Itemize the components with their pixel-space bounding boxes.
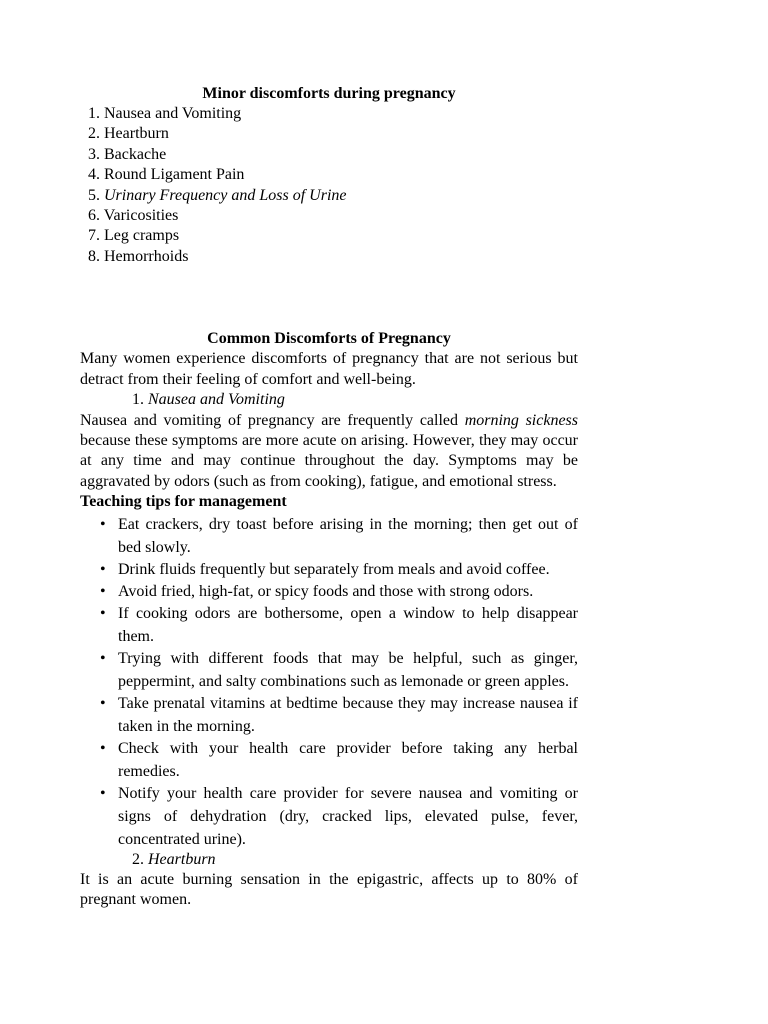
bullet-icon: • bbox=[100, 784, 106, 802]
list-item bbox=[80, 580, 578, 603]
tip-text: Take prenatal vitamins at bedtime because they may increase nausea if taken in the morning. bbox=[118, 694, 578, 735]
teaching-tips-list bbox=[80, 513, 578, 851]
item-number: 8. bbox=[88, 247, 100, 265]
tip-text: Eat crackers, dry toast before arising in the morning; then get out of bed slowly. bbox=[118, 515, 578, 556]
item-label: Leg cramps bbox=[104, 227, 180, 245]
common-discomforts-section bbox=[80, 329, 578, 911]
paragraph-text: because these symptoms are more acute on arising. However, they may occur at any time and may continue throughout the day. Symptoms may be aggravated by odors (such as from cooking), fatigue, and emotional stress. bbox=[80, 432, 578, 490]
item-number: 4. bbox=[88, 166, 100, 184]
list-item bbox=[88, 104, 347, 124]
item-label: Urinary Frequency and Loss of Urine bbox=[104, 186, 347, 204]
item-number: 1. bbox=[88, 105, 100, 122]
list-item bbox=[88, 206, 347, 226]
paragraph-text: Nausea and vomiting of pregnancy are frequently called bbox=[80, 411, 465, 429]
tip-text: Notify your health care provider for severe nausea and vomiting or signs of dehydration (dry, cracked lips, elevated pulse, fever, concentrated urine). bbox=[118, 784, 578, 848]
bullet-icon: • bbox=[100, 582, 106, 600]
item-number: 3. bbox=[88, 145, 100, 163]
item-label: Backache bbox=[104, 145, 167, 163]
list-item bbox=[80, 692, 578, 738]
list-item bbox=[80, 558, 578, 581]
subheading-label: Nausea and Vomiting bbox=[148, 391, 285, 409]
tip-text: Trying with different foods that may be helpful, such as ginger, peppermint, and salty combinations such as lemonade or green apples. bbox=[118, 649, 578, 690]
list-item bbox=[88, 124, 347, 144]
tip-text: If cooking odors are bothersome, open a window to help disappear them. bbox=[118, 604, 578, 645]
list-item bbox=[88, 186, 347, 206]
subheading-nausea bbox=[80, 390, 578, 410]
item-label: Hemorrhoids bbox=[104, 247, 189, 265]
tip-text: Drink fluids frequently but separately from meals and avoid coffee. bbox=[118, 560, 550, 578]
item-label: Heartburn bbox=[104, 125, 169, 143]
common-discomforts-title: Common Discomforts of Pregnancy bbox=[207, 330, 451, 347]
bullet-icon: • bbox=[100, 739, 106, 757]
subheading-number: 1. bbox=[132, 391, 144, 409]
item-label: Varicosities bbox=[103, 206, 179, 224]
item-number: 5. bbox=[88, 186, 100, 204]
list-item bbox=[80, 647, 578, 693]
item-number: 2. bbox=[88, 125, 100, 143]
item-number: 6. bbox=[88, 206, 100, 224]
emphasis-term: morning sickness bbox=[464, 411, 579, 429]
nausea-paragraph bbox=[80, 411, 578, 493]
subheading-label: Heartburn bbox=[148, 850, 216, 868]
list-item bbox=[80, 602, 578, 648]
bullet-icon: • bbox=[100, 694, 106, 712]
minor-discomforts-list bbox=[88, 104, 347, 267]
teaching-tips-heading: Teaching tips for management bbox=[80, 493, 287, 511]
list-item bbox=[80, 737, 578, 783]
list-item bbox=[80, 513, 578, 559]
intro-paragraph: Many women experience discomforts of pregnancy that are not serious but detract from their feeling of comfort and well-being. bbox=[80, 350, 578, 388]
minor-discomforts-title: Minor discomforts during pregnancy bbox=[202, 85, 456, 102]
heartburn-paragraph: It is an acute burning sensation in the epigastric, affects up to 80% of pregnant women. bbox=[80, 871, 578, 909]
tip-text: Avoid fried, high-fat, or spicy foods and those with strong odors. bbox=[118, 582, 534, 600]
list-item bbox=[88, 165, 347, 185]
list-item bbox=[88, 247, 347, 267]
bullet-icon: • bbox=[100, 604, 106, 622]
tip-text: Check with your health care provider before taking any herbal remedies. bbox=[118, 739, 578, 780]
bullet-icon: • bbox=[100, 515, 106, 533]
subheading-heartburn bbox=[80, 850, 578, 870]
item-label: Round Ligament Pain bbox=[104, 166, 245, 184]
list-item bbox=[88, 226, 347, 246]
list-item bbox=[88, 145, 347, 165]
list-item bbox=[80, 782, 578, 851]
item-label: Nausea and Vomiting bbox=[104, 105, 242, 122]
subheading-number: 2. bbox=[132, 850, 144, 868]
bullet-icon: • bbox=[100, 560, 106, 578]
item-number: 7. bbox=[88, 227, 100, 245]
bullet-icon: • bbox=[100, 649, 106, 667]
